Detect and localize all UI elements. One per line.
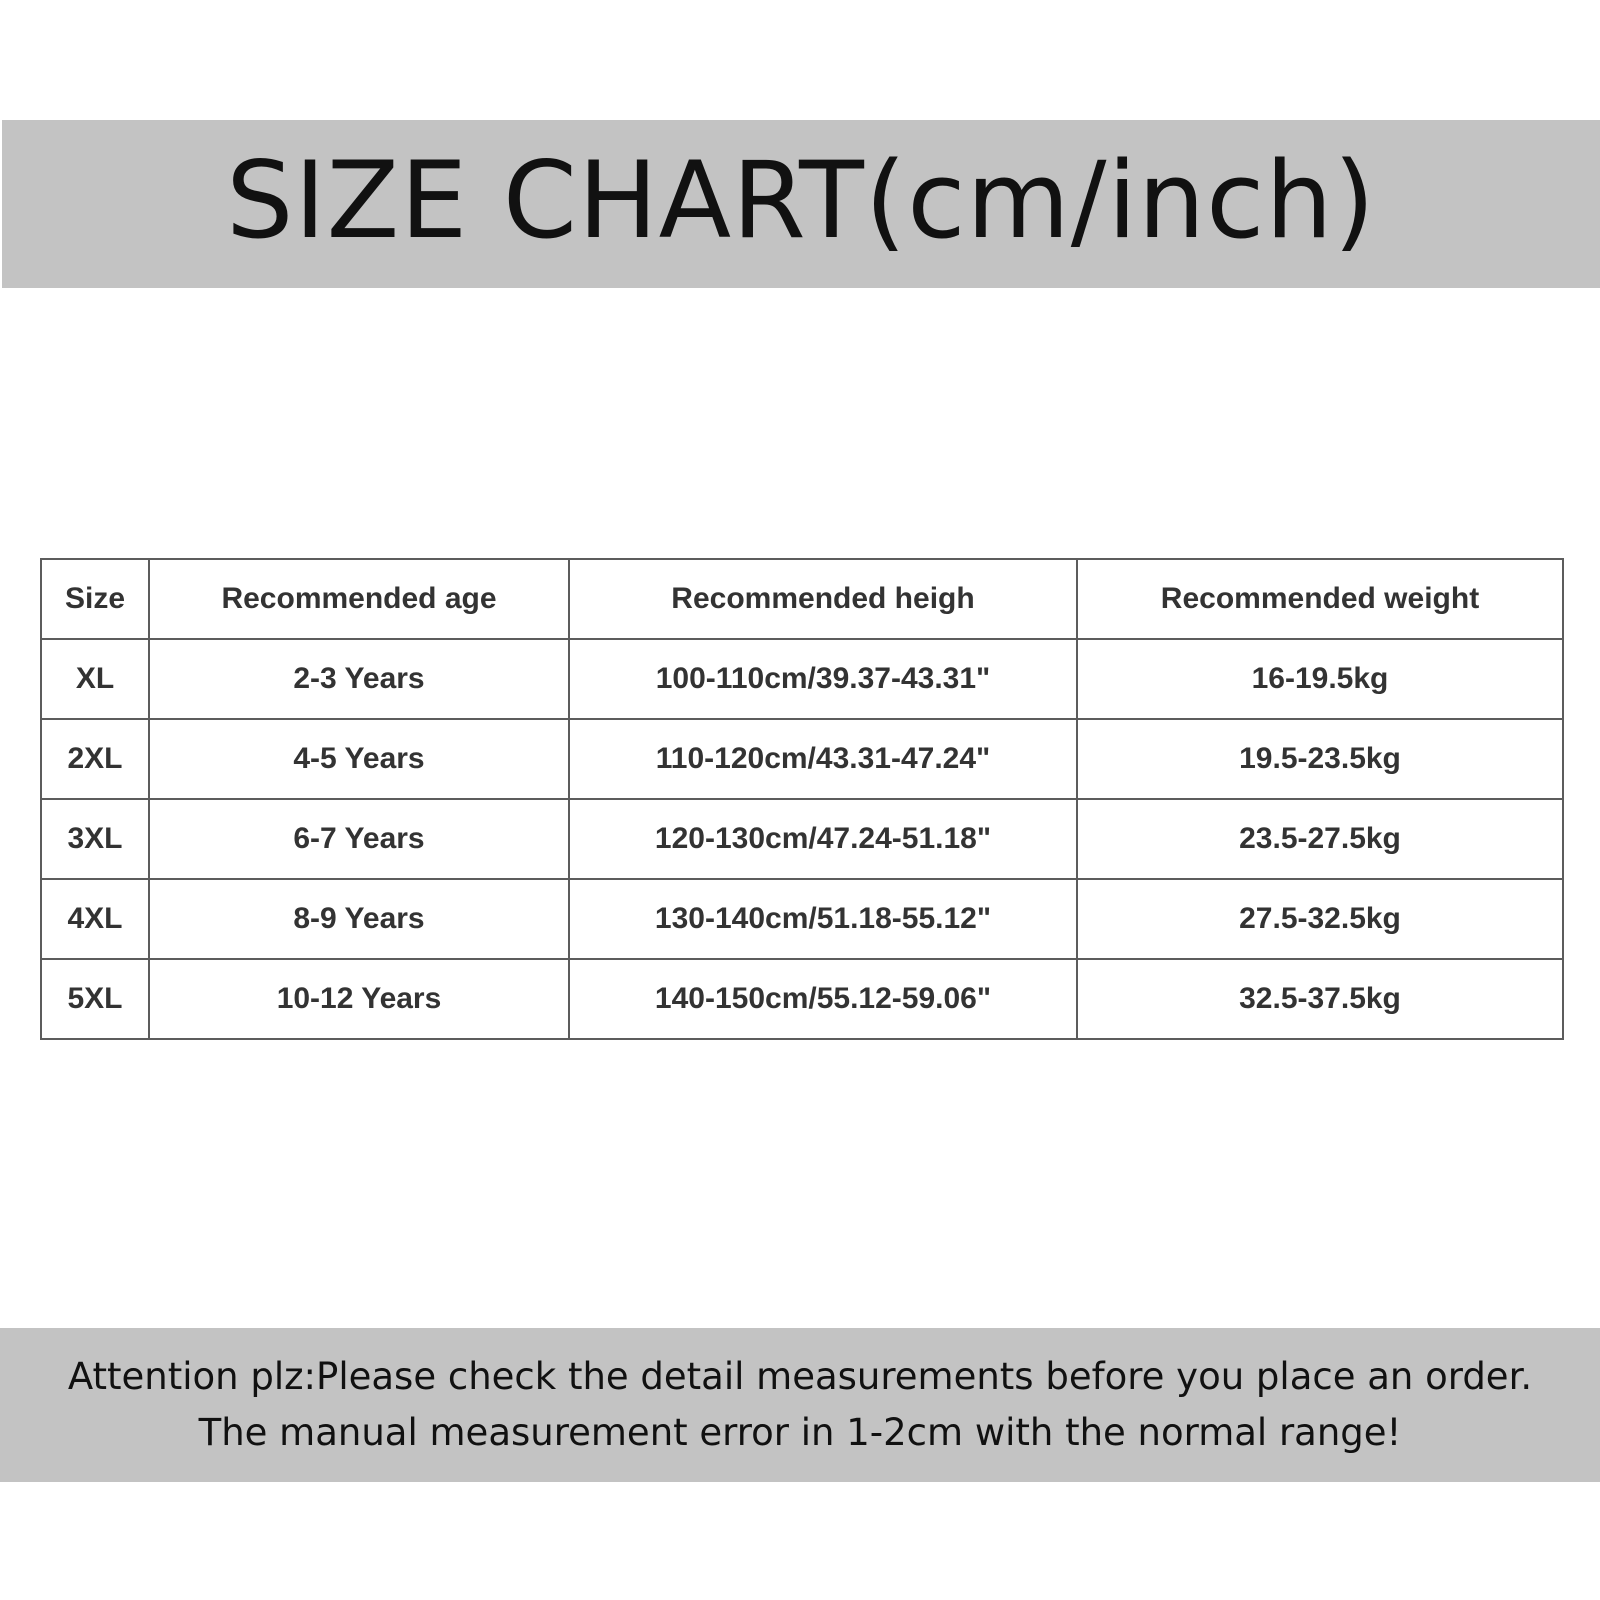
- attention-notice: [0, 1328, 1600, 1482]
- table-row: [41, 639, 1563, 719]
- cell-age: 2-3 Years: [149, 639, 569, 719]
- size-chart-table: [40, 558, 1564, 1040]
- table-row: [41, 879, 1563, 959]
- title-banner: [2, 120, 1600, 288]
- cell-size: 5XL: [41, 959, 149, 1039]
- cell-size: 4XL: [41, 879, 149, 959]
- header-size: Size: [41, 559, 149, 639]
- cell-age: 8-9 Years: [149, 879, 569, 959]
- cell-size: 3XL: [41, 799, 149, 879]
- cell-age: 10-12 Years: [149, 959, 569, 1039]
- header-recommended-height: Recommended heigh: [569, 559, 1077, 639]
- notice-line-1: Attention plz:Please check the detail measurements before you place an order.: [67, 1355, 1533, 1398]
- cell-height: 110-120cm/43.31-47.24": [569, 719, 1077, 799]
- table-row: [41, 719, 1563, 799]
- cell-weight: 32.5-37.5kg: [1077, 959, 1563, 1039]
- cell-size: 2XL: [41, 719, 149, 799]
- table-row: [41, 799, 1563, 879]
- table-row: [41, 959, 1563, 1039]
- cell-weight: 16-19.5kg: [1077, 639, 1563, 719]
- cell-age: 6-7 Years: [149, 799, 569, 879]
- cell-weight: 19.5-23.5kg: [1077, 719, 1563, 799]
- cell-height: 100-110cm/39.37-43.31": [569, 639, 1077, 719]
- cell-age: 4-5 Years: [149, 719, 569, 799]
- cell-height: 130-140cm/51.18-55.12": [569, 879, 1077, 959]
- cell-weight: 27.5-32.5kg: [1077, 879, 1563, 959]
- header-recommended-age: Recommended age: [149, 559, 569, 639]
- cell-height: 140-150cm/55.12-59.06": [569, 959, 1077, 1039]
- cell-height: 120-130cm/47.24-51.18": [569, 799, 1077, 879]
- cell-weight: 23.5-27.5kg: [1077, 799, 1563, 879]
- notice-line-2: The manual measurement error in 1-2cm with the normal range!: [198, 1411, 1402, 1454]
- page-title: SIZE CHART(cm/inch): [226, 139, 1376, 262]
- header-recommended-weight: Recommended weight: [1077, 559, 1563, 639]
- table-header-row: [41, 559, 1563, 639]
- cell-size: XL: [41, 639, 149, 719]
